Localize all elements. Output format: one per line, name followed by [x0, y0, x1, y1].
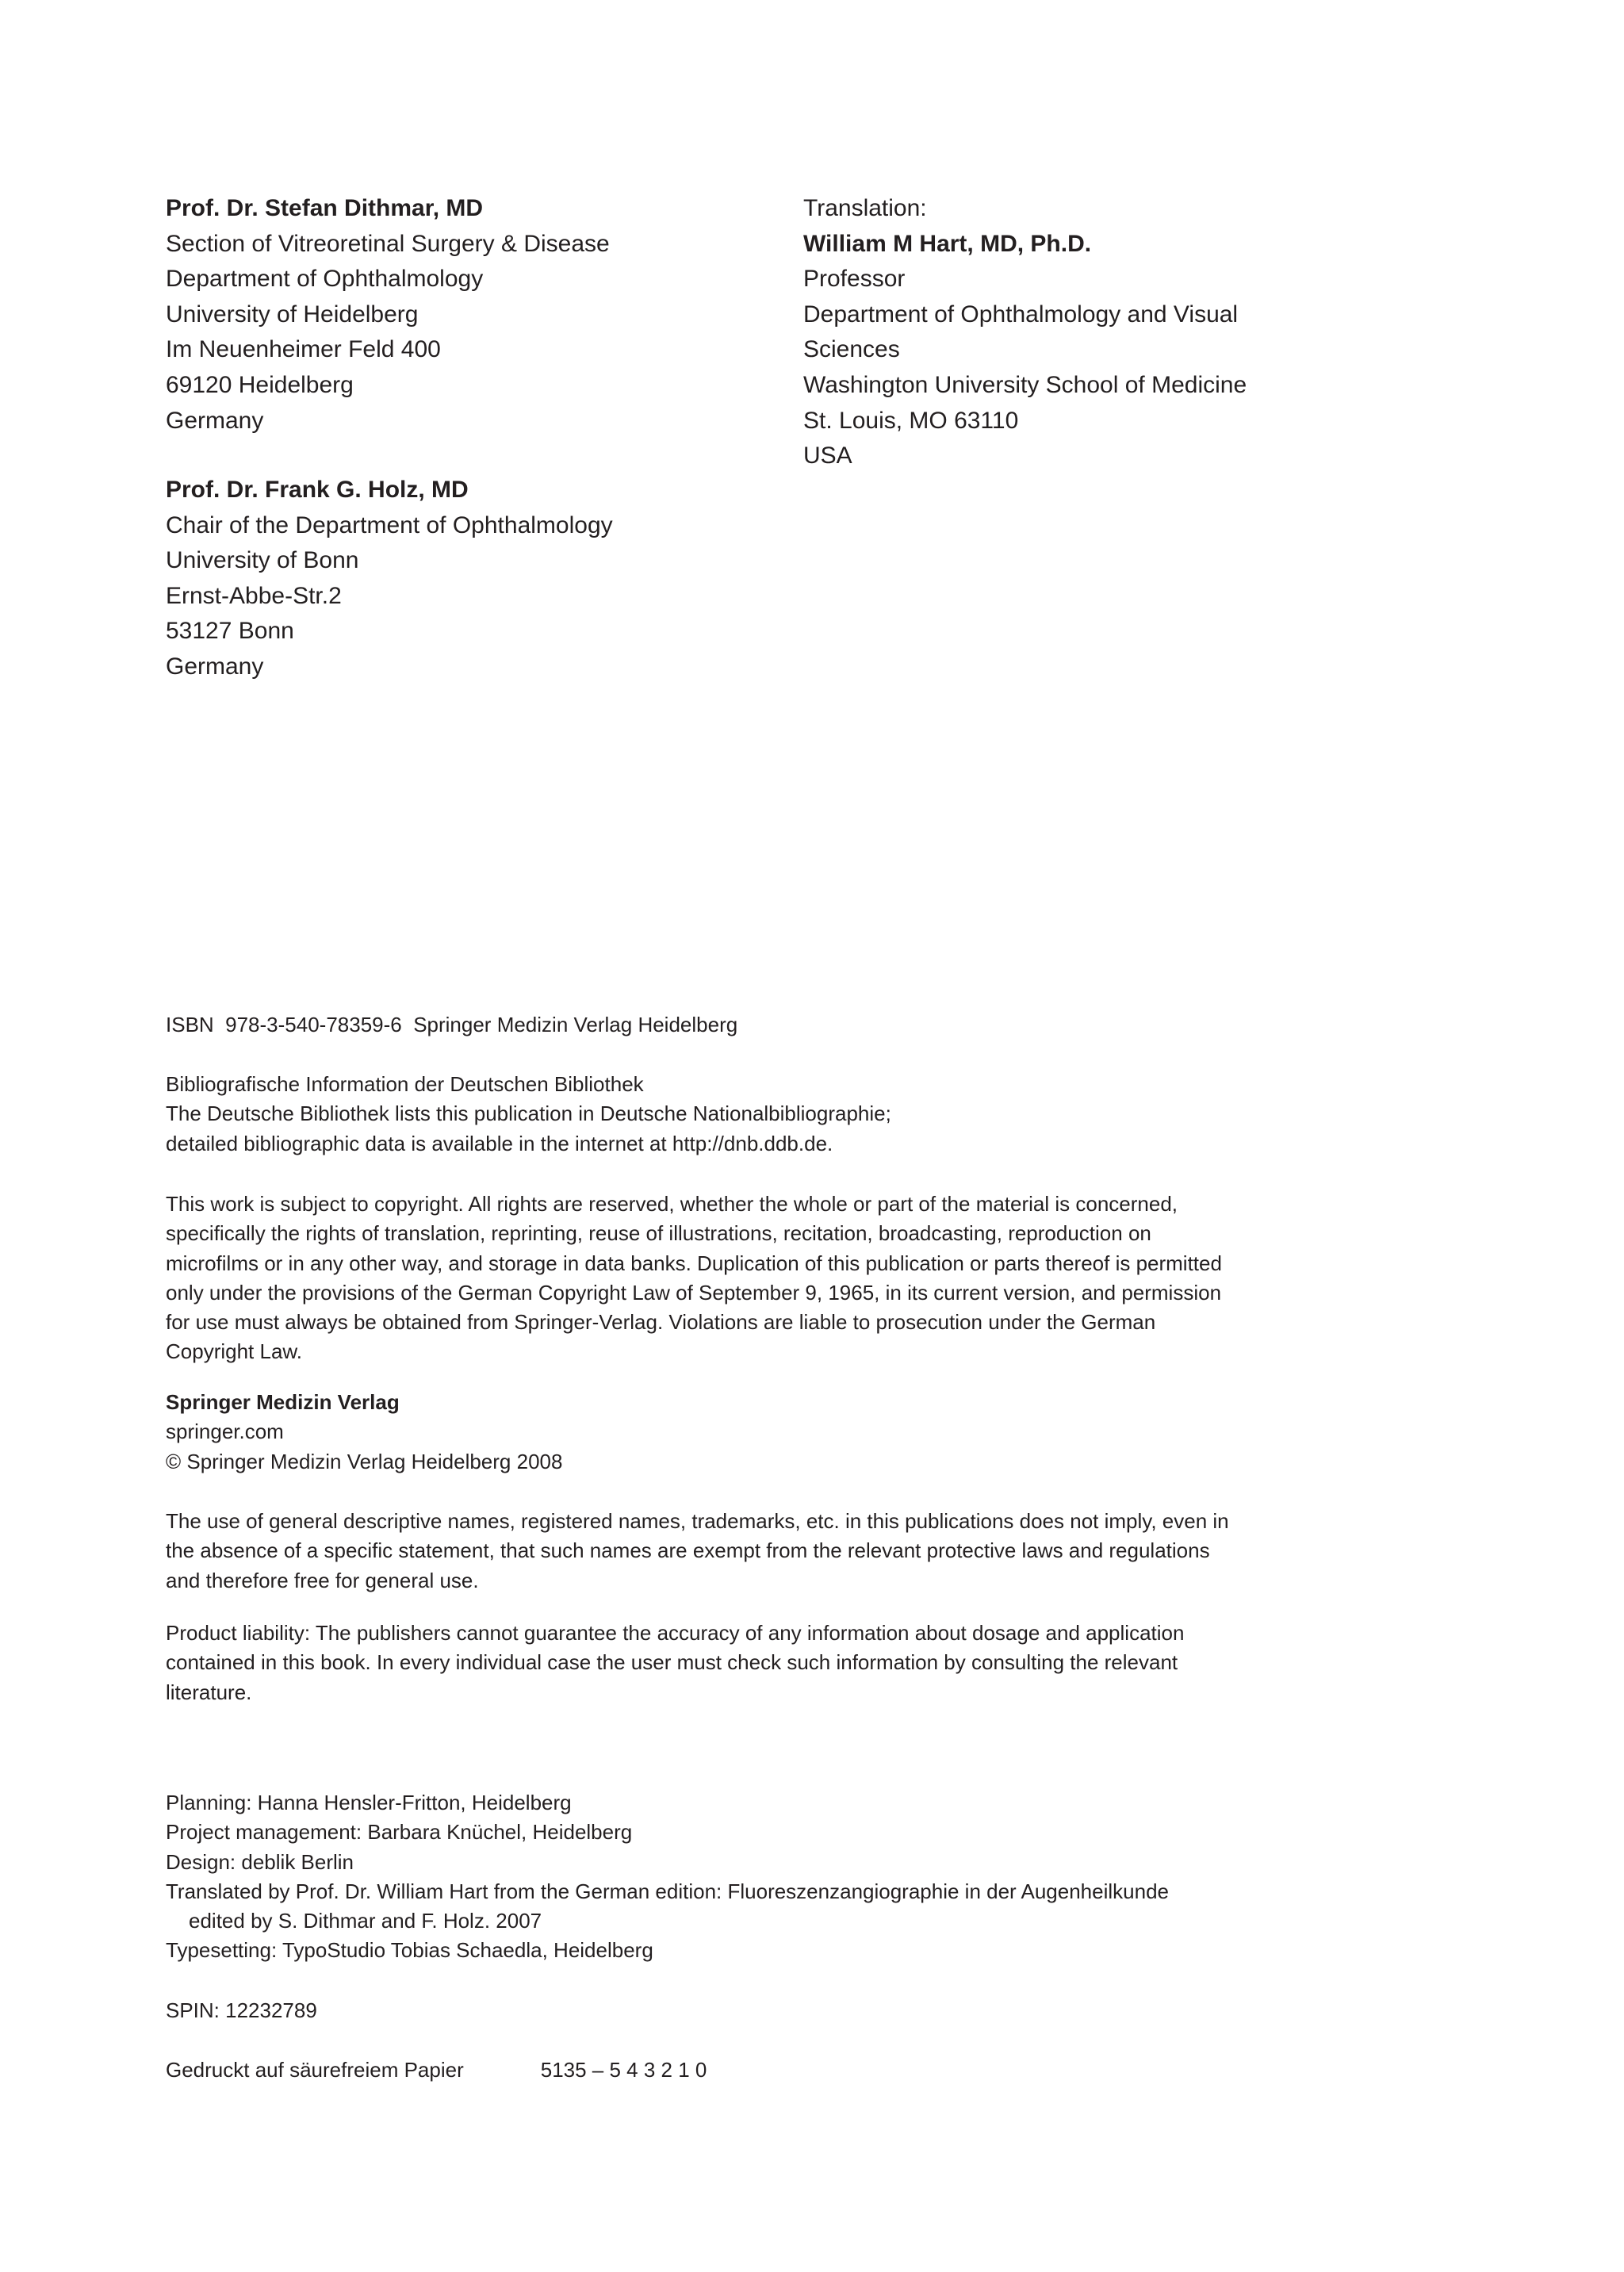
translator-name: William M Hart, MD, Ph.D. [803, 230, 1092, 257]
author-block-dithmar [166, 191, 610, 439]
publisher-website: springer.com [166, 1420, 284, 1444]
credit-design: Design: deblik Berlin [166, 1849, 354, 1874]
translator-affiliation-line: USA [803, 443, 852, 469]
translator-affiliation-line: Washington University School of Medicine [803, 371, 1247, 398]
copyright-line: Copyright Law. [166, 1339, 302, 1364]
bibliographic-line: The Deutsche Bibliothek lists this publication in Deutsche Nationalbibliographie; [166, 1102, 891, 1126]
spin-text: SPIN: 12232789 [166, 1998, 317, 2022]
copyright-line: This work is subject to copyright. All rights are reserved, whether the whole or part of the material is concerned, [166, 1192, 1178, 1216]
bibliographic-info [166, 1070, 1371, 1159]
credits-block [166, 1788, 1371, 1966]
author-affiliation-line: 53127 Bonn [166, 618, 294, 645]
isbn-line [166, 1010, 1371, 1040]
credit-typesetting: Typesetting: TypoStudio Tobias Schaedla, Heidelberg [166, 1938, 653, 1963]
author-affiliation-line: Ernst-Abbe-Str.2 [166, 582, 342, 609]
copyright-notice [166, 1190, 1371, 1367]
liability-line: Product liability: The publishers cannot guarantee the accuracy of any information about dosage and application [166, 1621, 1185, 1645]
author-affiliation-line: University of Heidelberg [166, 301, 419, 328]
translator-heading: Translation: [803, 195, 927, 221]
translator-block [803, 191, 1247, 474]
trademarks-line: The use of general descriptive names, registered names, trademarks, etc. in this publications does not imply, even in [166, 1509, 1229, 1533]
translator-affiliation-line: Department of Ophthalmology and Visual [803, 301, 1239, 328]
author-block-holz [166, 473, 613, 685]
bibliographic-line: Bibliografische Information der Deutschen Bibliothek [166, 1072, 644, 1096]
printing-paper: Gedruckt auf säurefreiem Papier [166, 2058, 464, 2082]
bibliographic-line: detailed bibliographic data is available in the internet at http://dnb.ddb.de. [166, 1131, 833, 1155]
printing-code: 5135 – 5 4 3 2 1 0 [540, 2058, 707, 2082]
author-affiliation-line: Section of Vitreoretinal Surgery & Disease [166, 230, 610, 257]
liability-line: contained in this book. In every individual case the user must check such information by consulting the relevant [166, 1650, 1178, 1675]
copyright-line: microfilms or in any other way, and storage in data banks. Duplication of this publication or parts thereof is permitted [166, 1251, 1222, 1275]
author-affiliation-line: University of Bonn [166, 547, 359, 574]
credit-project-management: Project management: Barbara Knüchel, Heidelberg [166, 1820, 633, 1845]
author-affiliation-line: Germany [166, 407, 264, 434]
author-affiliation-line: Im Neuenheimer Feld 400 [166, 336, 441, 363]
copyright-line: only under the provisions of the German Copyright Law of September 9, 1965, in its current version, and permission [166, 1280, 1222, 1305]
trademarks-line: and therefore free for general use. [166, 1568, 479, 1592]
translator-affiliation-line: Professor [803, 266, 906, 293]
isbn-text: ISBN 978-3-540-78359-6 Springer Medizin Verlag Heidelberg [166, 1013, 738, 1036]
trademarks-line: the absence of a specific statement, that such names are exempt from the relevant protective laws and regulations [166, 1538, 1210, 1563]
credit-translated-by-continued: edited by S. Dithmar and F. Holz. 2007 [189, 1909, 542, 1933]
spin-line [166, 1996, 1371, 2025]
publisher-copyright: © Springer Medizin Verlag Heidelberg 2008 [166, 1449, 563, 1473]
printing-line [166, 2056, 1371, 2085]
translator-affiliation-line: Sciences [803, 336, 900, 363]
author-name: Prof. Dr. Frank G. Holz, MD [166, 477, 469, 503]
liability-line: literature. [166, 1680, 252, 1704]
copyright-line: specifically the rights of translation, reprinting, reuse of illustrations, recitation, broadcasting, reproduction on [166, 1221, 1151, 1246]
translator-affiliation-line: St. Louis, MO 63110 [803, 407, 1019, 434]
copyright-line: for use must always be obtained from Springer-Verlag. Violations are liable to prosecution under the German [166, 1310, 1156, 1335]
publisher-block [166, 1388, 1371, 1477]
author-affiliation-line: Germany [166, 653, 264, 680]
author-affiliation-line: Chair of the Department of Ophthalmology [166, 511, 613, 538]
credit-translated-by: Translated by Prof. Dr. William Hart from the German edition: Fluoreszenzangiographie in der Augenheilkunde [166, 1879, 1169, 1903]
trademarks-notice [166, 1507, 1371, 1596]
author-affiliation-line: Department of Ophthalmology [166, 266, 484, 293]
author-affiliation-line: 69120 Heidelberg [166, 371, 354, 398]
publisher-name: Springer Medizin Verlag [166, 1390, 400, 1414]
credit-planning: Planning: Hanna Hensler-Fritton, Heidelberg [166, 1791, 572, 1814]
author-name: Prof. Dr. Stefan Dithmar, MD [166, 195, 484, 221]
liability-notice [166, 1619, 1371, 1707]
